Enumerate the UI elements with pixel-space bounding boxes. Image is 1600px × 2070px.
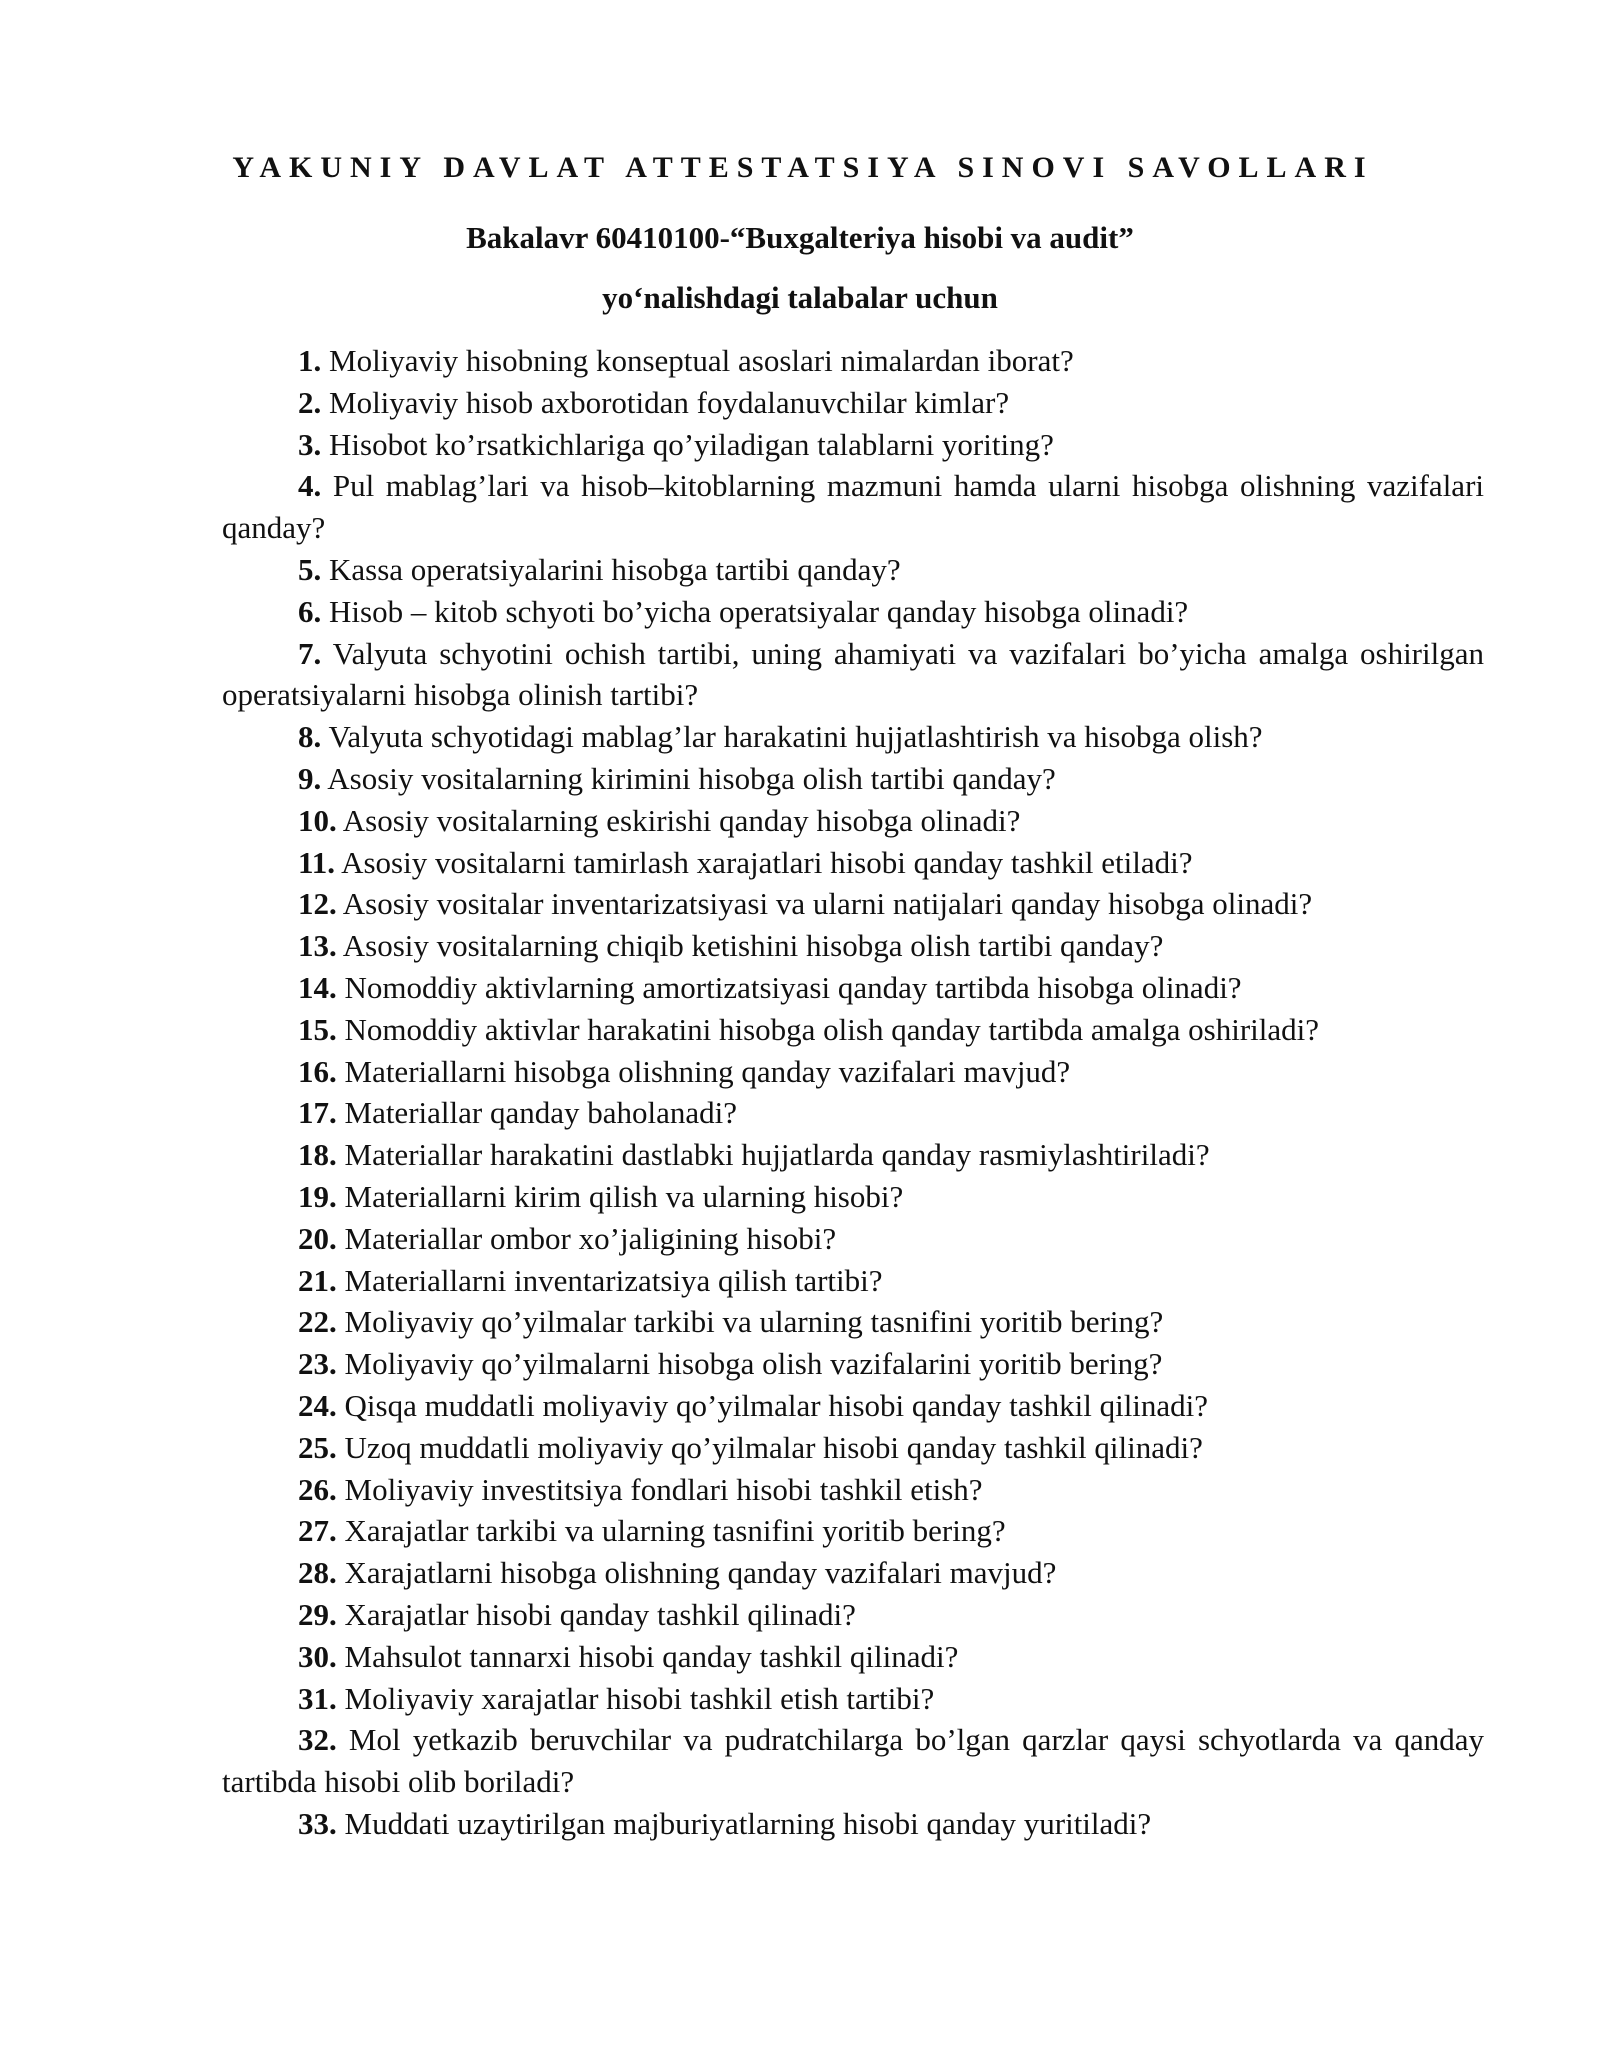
question-item (222, 1385, 1484, 1427)
question-item (222, 424, 1484, 466)
question-number: 16. (298, 1053, 337, 1089)
question-list (222, 340, 1484, 1845)
question-number: 31. (298, 1680, 337, 1716)
question-number: 1. (298, 343, 322, 378)
question-number: 22. (298, 1304, 337, 1340)
question-number: 25. (298, 1429, 337, 1465)
question-item (222, 1594, 1484, 1636)
question-item (222, 1301, 1484, 1343)
question-item (222, 883, 1484, 925)
question-item (222, 1719, 1484, 1803)
question-text: Mahsulot tannarxi hisobi qanday tashkil qilinadi? (344, 1638, 959, 1674)
question-item (222, 1678, 1484, 1720)
question-text: Moliyaviy qo’yilmalarni hisobga olish vazifalarini yoritib bering? (344, 1346, 1163, 1382)
question-item (222, 1134, 1484, 1176)
question-text: Nomoddiy aktivlarning amortizatsiyasi qanday tartibda hisobga olinadi? (344, 969, 1242, 1005)
question-text: Mol yetkazib beruvchilar va pudratchilarga bo’lgan qarzlar qaysi schyotlarda va qanday tartibda hisobi olib boriladi? (222, 1722, 1485, 1800)
question-text: Kassa operatsiyalarini hisobga tartibi qanday? (329, 551, 901, 587)
question-number: 29. (298, 1596, 337, 1632)
question-text: Xarajatlarni hisobga olishning qanday vazifalari mavjud? (344, 1555, 1057, 1591)
question-text: Materiallar harakatini dastlabki hujjatlarda qanday rasmiylashtiriladi? (344, 1137, 1210, 1173)
question-number: 27. (298, 1513, 337, 1549)
question-number: 15. (298, 1011, 337, 1047)
question-number: 30. (298, 1638, 337, 1674)
question-text: Materiallarni inventarizatsiya qilish tartibi? (344, 1262, 883, 1298)
question-number: 21. (298, 1262, 337, 1298)
question-item (222, 800, 1484, 842)
question-item (222, 1803, 1484, 1845)
question-item (222, 549, 1484, 591)
question-number: 32. (298, 1722, 337, 1758)
question-text: Materiallarni kirim qilish va ularning hisobi? (344, 1178, 904, 1214)
question-text: Asosiy vositalarning eskirishi qanday hisobga olinadi? (342, 802, 1021, 838)
question-text: Asosiy vositalarning chiqib ketishini hisobga olish tartibi qanday? (342, 928, 1164, 964)
question-item (222, 382, 1484, 424)
question-item (222, 591, 1484, 633)
question-text: Moliyaviy hisobning konseptual asoslari nimalardan iborat? (329, 343, 1074, 378)
question-item (222, 1427, 1484, 1469)
question-item (222, 1176, 1484, 1218)
question-item (222, 340, 1484, 382)
question-number: 13. (298, 928, 337, 964)
question-number: 4. (298, 468, 322, 504)
document-subtitle-audience: yo‘nalishdagi talabalar uchun (602, 280, 998, 315)
question-text: Asosiy vositalarni tamirlash xarajatlari hisobi qanday tashkil etiladi? (341, 844, 1193, 880)
question-text: Materiallar ombor xo’jaligining hisobi? (344, 1220, 837, 1256)
question-item (222, 716, 1484, 758)
question-text: Muddati uzaytirilgan majburiyatlarning hisobi qanday yuritiladi? (344, 1805, 1152, 1841)
question-text: Uzoq muddatli moliyaviy qo’yilmalar hisobi qanday tashkil qilinadi? (344, 1429, 1203, 1465)
question-text: Moliyaviy investitsiya fondlari hisobi tashkil etish? (344, 1471, 983, 1507)
question-item (222, 1469, 1484, 1511)
question-item (222, 1092, 1484, 1134)
question-text: Asosiy vositalar inventarizatsiyasi va ularni natijalari qanday hisobga olinadi? (342, 886, 1313, 922)
question-number: 12. (298, 886, 337, 922)
question-item (222, 1552, 1484, 1594)
question-item (222, 633, 1484, 717)
document-title: YAKUNIY DAVLAT ATTESTATSIYA SINOVI SAVOLLARI (232, 151, 1374, 184)
question-text: Moliyaviy xarajatlar hisobi tashkil etish tartibi? (344, 1680, 935, 1716)
question-number: 11. (298, 844, 336, 880)
question-text: Nomoddiy aktivlar harakatini hisobga olish qanday tartibda amalga oshiriladi? (344, 1011, 1320, 1047)
question-number: 14. (298, 969, 337, 1005)
question-text: Moliyaviy hisob axborotidan foydalanuvchilar kimlar? (329, 384, 1010, 420)
question-text: Valyuta schyotidagi mablag’lar harakatini hujjatlashtirish va hisobga olish? (328, 719, 1263, 755)
question-text: Hisob – kitob schyoti bo’yicha operatsiyalar qanday hisobga olinadi? (329, 593, 1189, 629)
question-number: 33. (298, 1805, 337, 1841)
question-item (222, 758, 1484, 800)
question-item (222, 967, 1484, 1009)
question-number: 28. (298, 1555, 337, 1591)
question-item (222, 1343, 1484, 1385)
question-text: Materiallarni hisobga olishning qanday vazifalari mavjud? (344, 1053, 1071, 1089)
question-text: Valyuta schyotini ochish tartibi, uning ahamiyati va vazifalari bo’yicha amalga oshirilgan operatsiyalarni hisobga olinish tartibi? (222, 635, 1484, 713)
question-item (222, 1051, 1484, 1093)
question-number: 19. (298, 1178, 337, 1214)
question-number: 8. (298, 719, 322, 755)
question-number: 2. (298, 384, 322, 420)
question-number: 5. (298, 551, 322, 587)
question-text: Xarajatlar tarkibi va ularning tasnifini yoritib bering? (344, 1513, 1006, 1549)
question-item (222, 1218, 1484, 1260)
question-item (222, 1009, 1484, 1051)
question-number: 20. (298, 1220, 337, 1256)
question-number: 3. (298, 426, 322, 462)
question-number: 23. (298, 1346, 337, 1382)
question-text: Pul mablag’lari va hisob–kitoblarning mazmuni hamda ularni hisobga olishning vazifalari qanday? (222, 468, 1485, 546)
question-item (222, 842, 1484, 884)
question-number: 24. (298, 1387, 337, 1423)
question-text: Asosiy vositalarning kirimini hisobga olish tartibi qanday? (327, 760, 1056, 796)
question-text: Moliyaviy qo’yilmalar tarkibi va ularning tasnifini yoritib bering? (344, 1304, 1164, 1340)
question-text: Hisobot ko’rsatkichlariga qo’yiladigan talablarni yoriting? (329, 426, 1054, 462)
question-item (222, 465, 1484, 549)
document-subtitle-program: Bakalavr 60410100-“Buxgalteriya hisobi va audit” (466, 220, 1134, 255)
question-item (222, 1260, 1484, 1302)
question-number: 17. (298, 1095, 337, 1131)
question-item (222, 925, 1484, 967)
question-number: 26. (298, 1471, 337, 1507)
question-text: Materiallar qanday baholanadi? (344, 1095, 737, 1131)
question-number: 7. (298, 635, 322, 671)
question-item (222, 1510, 1484, 1552)
question-number: 10. (298, 802, 337, 838)
question-number: 9. (298, 760, 322, 796)
question-number: 6. (298, 593, 322, 629)
question-text: Qisqa muddatli moliyaviy qo’yilmalar hisobi qanday tashkil qilinadi? (344, 1387, 1209, 1423)
question-item (222, 1636, 1484, 1678)
question-text: Xarajatlar hisobi qanday tashkil qilinadi? (344, 1596, 856, 1632)
question-number: 18. (298, 1137, 337, 1173)
